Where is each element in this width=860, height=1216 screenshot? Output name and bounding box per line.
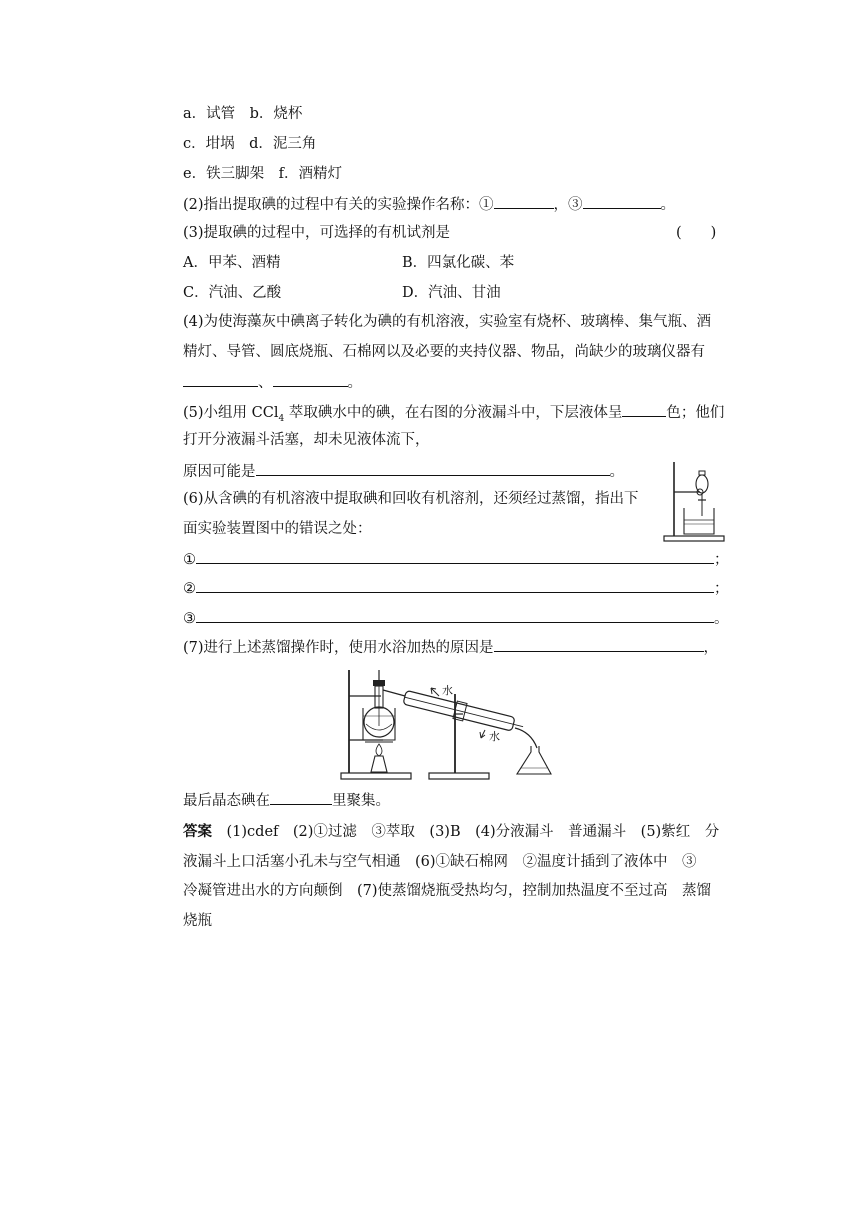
- answer-blank[interactable]: [622, 402, 666, 417]
- question-5-line-3: 原因可能是 。: [183, 461, 624, 481]
- question-5-line-1: (5)小组用 CCl$_4$ 萃取碘水中的碘，在右图的分液漏斗中，下层液体呈 色；他们: [183, 402, 724, 428]
- question-7-tail: 最后晶态碘在 里聚集。: [183, 790, 390, 810]
- answer-line-3: 冷凝管进出水的方向颠倒 (7)使蒸馏烧瓶受热均匀，控制加热温度不至过高 蒸馏: [183, 883, 712, 899]
- question-7: (7)进行上述蒸馏操作时，使用水浴加热的原因是 ，: [183, 637, 718, 657]
- water-inlet-label: 水: [442, 684, 453, 697]
- option-e-f: e．铁三脚架 f．酒精灯: [183, 166, 342, 182]
- answer-blank[interactable]: [273, 372, 348, 387]
- question-2: (2)指出提取碘的过程中有关的实验操作名称：① ，③ 。: [183, 194, 675, 214]
- question-4-line-1: (4)为使海藻灰中碘离子转化为碘的有机溶液，实验室有烧杯、玻璃棒、集气瓶、酒: [183, 314, 712, 330]
- answer-blank[interactable]: [583, 194, 661, 209]
- answer-blank[interactable]: [494, 194, 554, 209]
- answer-line-1: 答案 (1)cdef (2)①过滤 ③萃取 (3)B (4)分液漏斗 普通漏斗 (5)紫红 分: [183, 823, 720, 840]
- option-a-b: a．试管 b．烧杯: [183, 106, 303, 122]
- option-D: D．汽油、甘油: [402, 285, 501, 301]
- answer-line-4: 烧瓶: [183, 913, 212, 929]
- question-6-line-1: (6)从含碘的有机溶液中提取碘和回收有机溶剂，还须经过蒸馏，指出下: [183, 491, 639, 507]
- answer-label: 答案: [183, 823, 212, 840]
- answer-blank[interactable]: [270, 790, 332, 805]
- question-4-line-2: 精灯、导管、圆底烧瓶、石棉网以及必要的夹持仪器、物品，尚缺少的玻璃仪器有: [183, 344, 705, 360]
- option-A: A．甲苯、酒精: [183, 255, 281, 271]
- answer-blank[interactable]: [196, 549, 714, 564]
- question-3: (3)提取碘的过程中，可选择的有机试剂是: [183, 225, 451, 241]
- question-3-paren: ( ): [676, 225, 717, 241]
- answer-blank[interactable]: [196, 578, 714, 593]
- question-6-item-1: ① ；: [183, 549, 729, 569]
- separating-funnel-figure: [660, 458, 728, 544]
- option-B: B．四氯化碳、苯: [402, 255, 515, 271]
- question-6-item-3: ③ 。: [183, 608, 729, 628]
- option-c-d: c．坩埚 d．泥三角: [183, 136, 317, 152]
- question-5-line-2: 打开分液漏斗活塞，却未见液体流下，: [183, 432, 430, 448]
- answer-blank[interactable]: [196, 608, 714, 623]
- answer-line-2: 液漏斗上口活塞小孔未与空气相通 (6)①缺石棉网 ②温度计插到了液体中 ③: [183, 854, 697, 870]
- question-6-line-2: 面实验装置图中的错误之处：: [183, 521, 372, 537]
- option-C: C．汽油、乙酸: [183, 285, 282, 301]
- question-4-blanks: 、 。: [183, 372, 362, 392]
- answer-blank[interactable]: [183, 372, 258, 387]
- question-6-item-2: ② ；: [183, 578, 729, 598]
- answer-blank[interactable]: [494, 637, 704, 652]
- water-outlet-label: 水: [489, 730, 500, 743]
- answer-blank[interactable]: [256, 461, 610, 476]
